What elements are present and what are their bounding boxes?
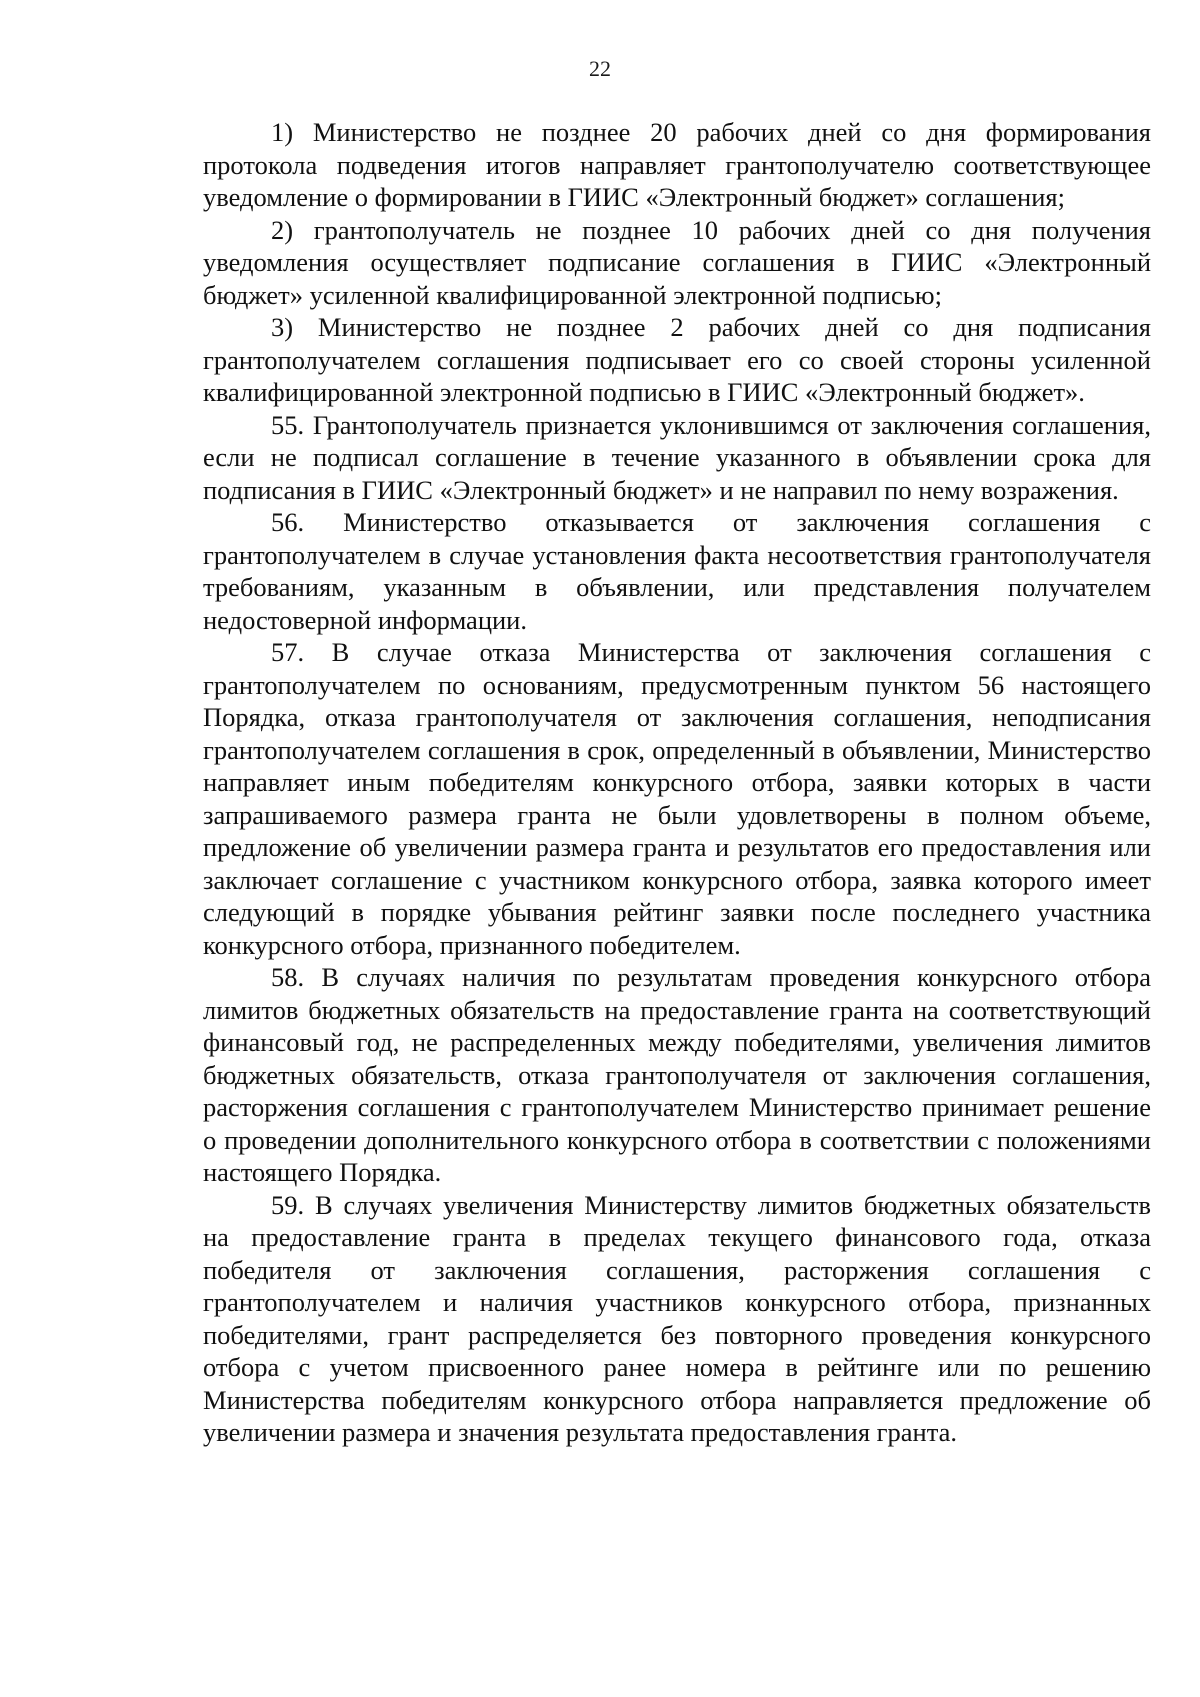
paragraph-item-2: 2) грантополучатель не позднее 10 рабочих дней со дня получения уведомления осуществляет подписание соглашения в ГИИС «Электронный бюджет» усиленной квалифицированной электронной подписью; — [203, 214, 1151, 310]
paragraph-item-1: 1) Министерство не позднее 20 рабочих дней со дня формирования протокола подведения итогов направляет грантополучателю соответствующее уведомление о формировании в ГИИС «Электронный бюджет» соглашения; — [203, 117, 1151, 212]
paragraph-item-3: 3) Министерство не позднее 2 рабочих дней со дня подписания грантополучателем соглашения подписывает его со своей стороны усиленной квалифицированной электронной подписью в ГИИС «Электронный бюджет». — [203, 312, 1151, 407]
paragraph-55: 55. Грантополучатель признается уклонившимся от заключения соглашения, если не подписал соглашение в течение указанного в объявлении срока для подписания в ГИИС «Электронный бюджет» и не направил по нему возражения. — [203, 409, 1151, 505]
paragraph-56: 56. Министерство отказывается от заключения соглашения с грантополучателем в случае установления факта несоответствия грантополучателя требованиям, указанным в объявлении, или представления получателем недостоверной информации. — [203, 507, 1151, 635]
paragraph-59: 59. В случаях увеличения Министерству лимитов бюджетных обязательств на предоставление гранта в пределах текущего финансового года, отказа победителя от заключения соглашения, расторжения соглашения с грантополучателем и наличия участников конкурсного отбора, признанных победителями, грант распределяется без повторного проведения конкурсного отбора с учетом присвоенного ранее номера в рейтинге или по решению Министерства победителям конкурсного отбора направляется предложение об увеличении размера и значения результата предоставления гранта. — [203, 1189, 1151, 1447]
page-number: 22 — [589, 56, 611, 81]
paragraph-57: 57. В случае отказа Министерства от заключения соглашения с грантополучателем по основаниям, предусмотренным пунктом 56 настоящего Порядка, отказа грантополучателя от заключения соглашения, неподписания грантополучателем соглашения в срок, определенный в объявлении, Министерство направляет иным победителям конкурсного отбора, заявки которых в части запрашиваемого размера гранта не были удовлетворены в полном объеме, предложение об увеличении размера гранта и результатов его предоставления или заключает соглашение с участником конкурсного отбора, заявка которого имеет следующий в порядке убывания рейтинг заявки после последнего участника конкурсного отбора, признанного победителем. — [203, 637, 1151, 960]
paragraph-58: 58. В случаях наличия по результатам проведения конкурсного отбора лимитов бюджетных обязательств на предоставление гранта на соответствующий финансовый год, не распределенных между победителями, увеличения лимитов бюджетных обязательств, отказа грантополучателя от заключения соглашения, расторжения соглашения с грантополучателем Министерство принимает решение о проведении дополнительного конкурсного отбора в соответствии с положениями настоящего Порядка. — [203, 962, 1151, 1187]
document-body — [203, 116, 1151, 1449]
